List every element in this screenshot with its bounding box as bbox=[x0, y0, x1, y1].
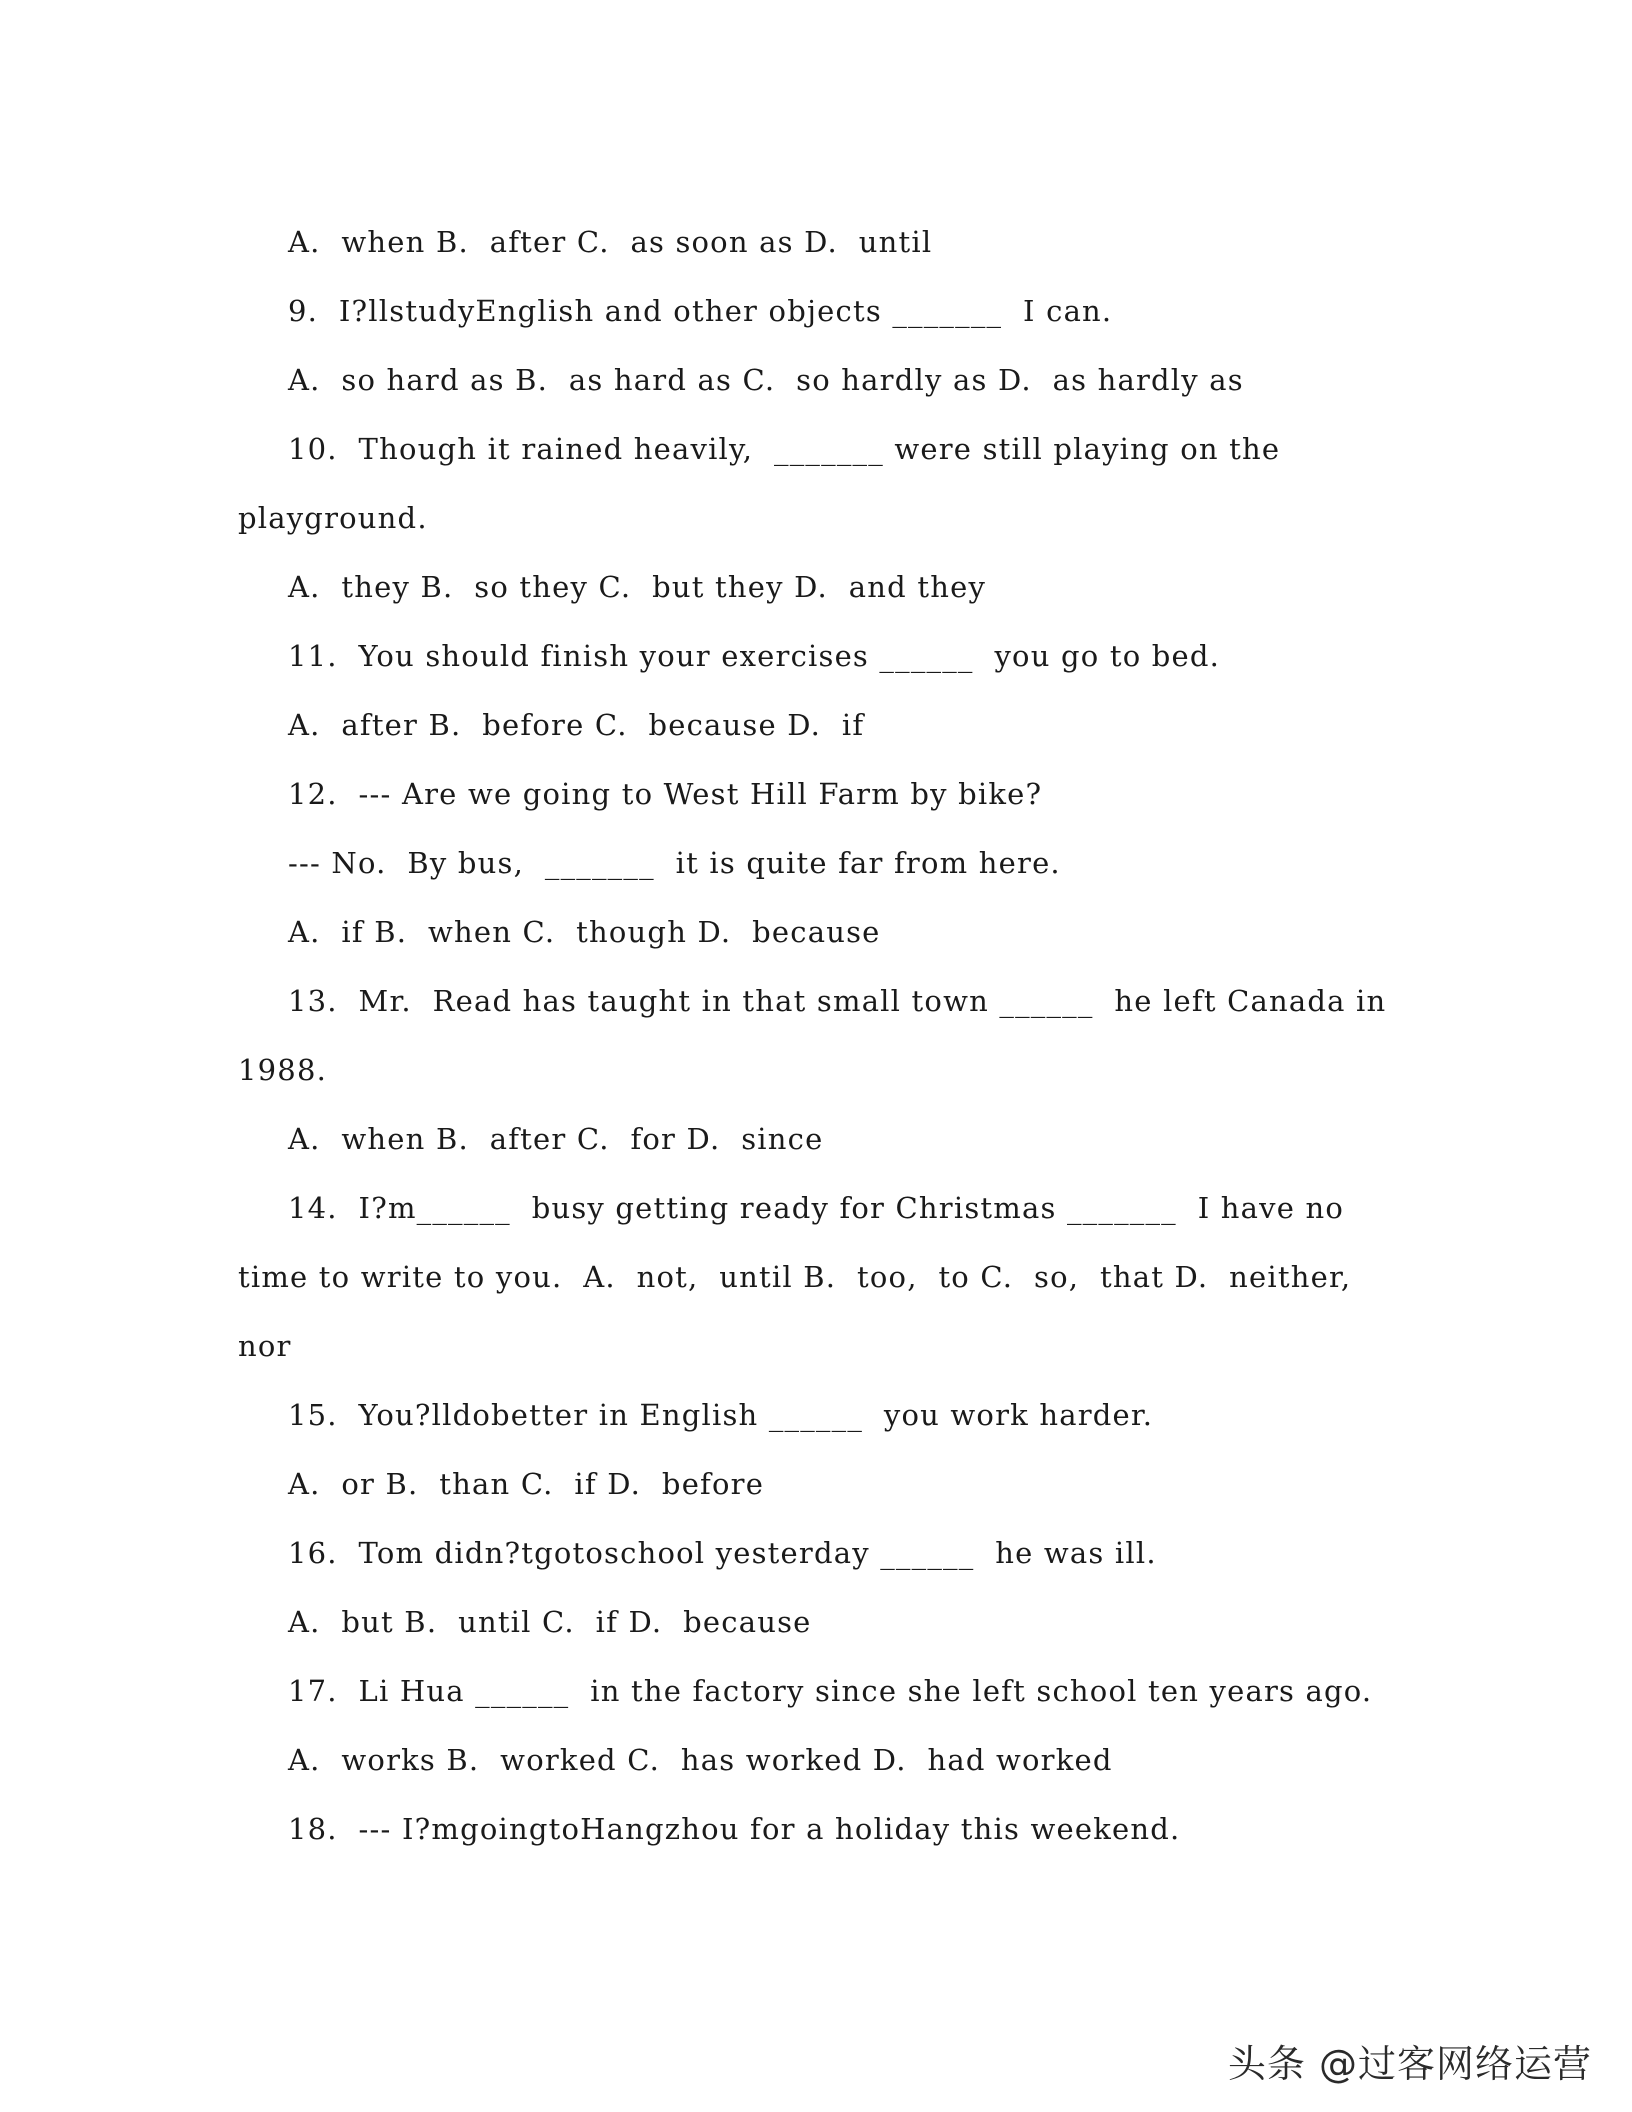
question-14-continued: time to write to you. A. not, until B. too, to C. so, that D. neither, bbox=[238, 1260, 1352, 1294]
question-13-continued: 1988. bbox=[238, 1053, 328, 1087]
options-12: A. if B. when C. though D. because bbox=[288, 915, 881, 949]
question-14: 14. I?m______ busy getting ready for Christmas _______ I have no bbox=[288, 1191, 1345, 1225]
options-15: A. or B. than C. if D. before bbox=[288, 1467, 765, 1501]
question-12-reply: --- No. By bus, _______ it is quite far from here. bbox=[288, 846, 1061, 880]
options-17: A. works B. worked C. has worked D. had worked bbox=[288, 1743, 1113, 1777]
question-11: 11. You should finish your exercises ______ you go to bed. bbox=[288, 639, 1221, 673]
question-15: 15. You?lldobetter in English ______ you work harder. bbox=[288, 1398, 1154, 1432]
text-line: A. when B. after C. as soon as D. until bbox=[288, 225, 933, 259]
question-14-continued-2: nor bbox=[238, 1329, 292, 1363]
question-16: 16. Tom didn?tgotoschool yesterday ______ he was ill. bbox=[288, 1536, 1157, 1570]
options-9: A. so hard as B. as hard as C. so hardly as D. as hardly as bbox=[288, 363, 1244, 397]
options-11: A. after B. before C. because D. if bbox=[288, 708, 865, 742]
question-13: 13. Mr. Read has taught in that small town ______ he left Canada in bbox=[288, 984, 1387, 1018]
question-12: 12. --- Are we going to West Hill Farm by bike? bbox=[288, 777, 1043, 811]
question-17: 17. Li Hua ______ in the factory since she left school ten years ago. bbox=[288, 1674, 1373, 1708]
options-13: A. when B. after C. for D. since bbox=[288, 1122, 824, 1156]
options-10: A. they B. so they C. but they D. and they bbox=[288, 570, 987, 604]
watermark: 头条 @过客网络运营 bbox=[1227, 2042, 1592, 2086]
question-9: 9. I?llstudyEnglish and other objects _______ I can. bbox=[288, 294, 1113, 328]
options-16: A. but B. until C. if D. because bbox=[288, 1605, 812, 1639]
question-10: 10. Though it rained heavily, _______ were still playing on the bbox=[288, 432, 1281, 466]
question-10-continued: playground. bbox=[238, 501, 428, 535]
question-18: 18. --- I?mgoingtoHangzhou for a holiday this weekend. bbox=[288, 1812, 1181, 1846]
